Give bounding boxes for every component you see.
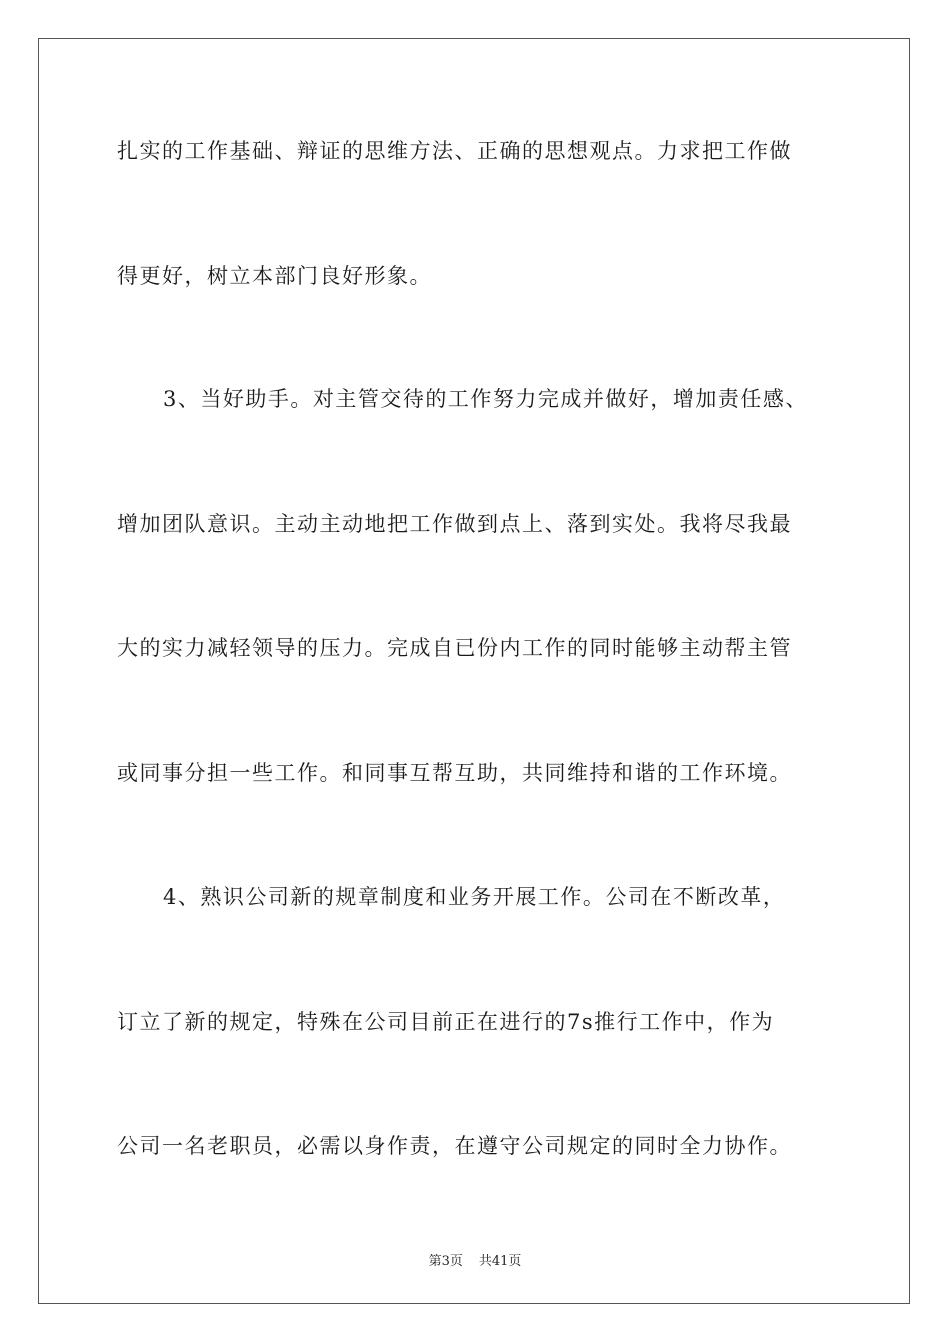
body-line-5: 大的实力减轻领导的压力。完成自已份内工作的同时能够主动帮主管 <box>117 636 792 660</box>
page-footer <box>0 1250 950 1269</box>
body-line-3: 3、当好助手。对主管交待的工作努力完成并做好，增加责任感、 <box>163 387 808 411</box>
body-line-6: 或同事分担一些工作。和同事互帮互助，共同维持和谐的工作环境。 <box>117 761 792 785</box>
page-border <box>38 38 910 1304</box>
page-number: 第3页 <box>428 1254 463 1269</box>
total-pages: 共41页 <box>478 1254 522 1269</box>
body-line-7: 4、熟识公司新的规章制度和业务开展工作。公司在不断改革， <box>163 885 786 909</box>
body-line-9: 公司一名老职员，必需以身作责，在遵守公司规定的同时全力协作。 <box>117 1134 792 1158</box>
body-line-1: 扎实的工作基础、辩证的思维方法、正确的思想观点。力求把工作做 <box>117 139 792 163</box>
body-line-4: 增加团队意识。主动主动地把工作做到点上、落到实处。我将尽我最 <box>117 512 792 536</box>
body-line-2: 得更好，树立本部门良好形象。 <box>117 264 432 288</box>
body-line-8: 订立了新的规定，特殊在公司目前正在进行的7s推行工作中，作为 <box>117 1010 775 1034</box>
